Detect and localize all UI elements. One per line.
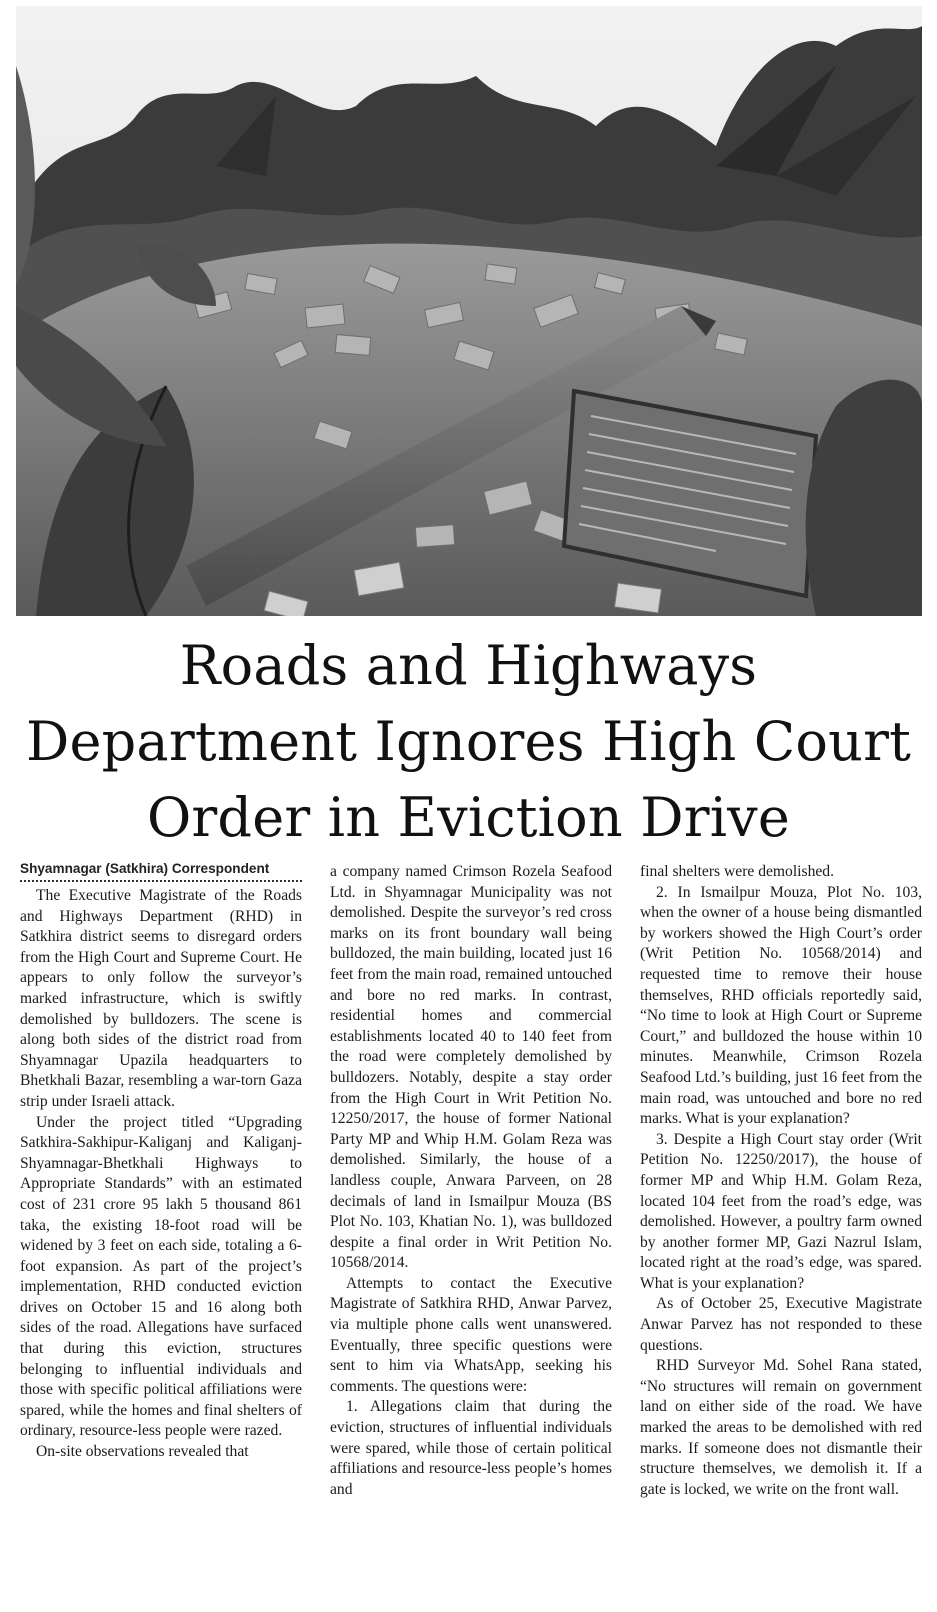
paragraph: Under the project titled “Upgrading Satkhira-Sakhipur-Kaliganj and Kaliganj-Shyamnagar-Bhetkhali Highways to Appropriate Standards” with an estimated cost of 231 crore 95 lakh 5 thousand 861 taka, the existing 18-foot road will be widened by 3 feet on each side, totaling a 6-foot expansion. As part of the project’s implementation, RHD conducted eviction drives on October 15 and 16 along both sides of the road. Allegations have surfaced that during this eviction, structures belonging to influential individuals and those with specific political affiliations were spared, while the homes and final shelters of ordinary, resource-less people were razed.: [20, 1113, 302, 1440]
paragraph: RHD Surveyor Md. Sohel Rana stated, “No structures will remain on government land on either side of the road. We have marked the areas to be demolished with red marks. If someone does not dismantle their structure themselves, we demolish it. If a gate is locked, we write on the front wall.: [640, 1357, 922, 1498]
article-column-1: [20, 862, 302, 1604]
paragraph: The Executive Magistrate of the Roads and Highways Department (RHD) in Satkhira district seems to disregard orders from the High Court and Supreme Court. He appears to only follow the surveyor’s marked infrastructure, which is swiftly demolished by bulldozers. The scene is along both sides of the district road from Shyamnagar Upazila headquarters to Bhetkhali Bazar, resembling a war-torn Gaza strip under Israeli attack.: [20, 887, 302, 1110]
paragraph: On-site observations revealed that: [36, 1443, 249, 1461]
paragraph: 2. In Ismailpur Mouza, Plot No. 103, when the owner of a house being dismantled by workers showed the High Court’s order (Writ Petition No. 10568/2014) and requested time to remove their house themselves, RHD officials reportedly said, “No time to look at High Court or Supreme Court,” and bulldozed the house within 10 minutes. Meanwhile, Crimson Rozela Seafood Ltd.’s building, just 16 feet from the main road, was untouched and bore no red marks. What is your explanation?: [640, 883, 922, 1128]
paragraph: 3. Despite a High Court stay order (Writ Petition No. 12250/2017), the house of former MP and Whip H.M. Golam Reza, located 104 feet from the road’s edge, was demolished. However, a poultry farm owned by another former MP, Gazi Nazrul Islam, located right at the road’s edge, was spared. What is your explanation?: [640, 1130, 922, 1292]
article-column-3: [640, 862, 922, 1604]
byline: Shyamnagar (Satkhira) Correspondent: [20, 862, 302, 882]
article-photo: [16, 6, 922, 616]
article-headline: Roads and Highways Department Ignores High Court Order in Eviction Drive: [26, 634, 911, 849]
demolition-rubble-photo: [16, 6, 922, 616]
paragraph: Attempts to contact the Executive Magistrate of Satkhira RHD, Anwar Parvez, via multiple phone calls went unanswered. Eventually, three specific questions were sent to him via WhatsApp, seeking his comments. The questions were:: [330, 1274, 612, 1395]
paragraph: As of October 25, Executive Magistrate Anwar Parvez has not responded to these questions.: [640, 1295, 922, 1354]
paragraph: a company named Crimson Rozela Seafood Ltd. in Shyamnagar Municipality was not demolished. Despite the surveyor’s red cross marks on its front boundary wall being bulldozed, the main building, located just 16 feet from the main road, remained untouched and bore no red marks. In contrast, residential homes and commercial establishments located 40 to 140 feet from the road were completely demolished by bulldozers. Notably, despite a stay order from the High Court in Writ Petition No. 12250/2017, the house of former National Party MP and Whip H.M. Golam Reza was demolished. Similarly, the house of a landless couple, Anwara Parveen, on 28 decimals of land in Ismailpur Mouza (BS Plot No. 103, Khatian No. 1), was bulldozed despite a final order in Writ Petition No. 10568/2014.: [330, 863, 612, 1272]
paragraph: final shelters were demolished.: [640, 863, 834, 880]
article-column-2: [330, 862, 612, 1604]
paragraph: 1. Allegations claim that during the eviction, structures of influential individuals were spared, while those of certain political affiliations and resource-less people’s homes and: [330, 1398, 612, 1498]
article-body: [20, 862, 922, 1604]
